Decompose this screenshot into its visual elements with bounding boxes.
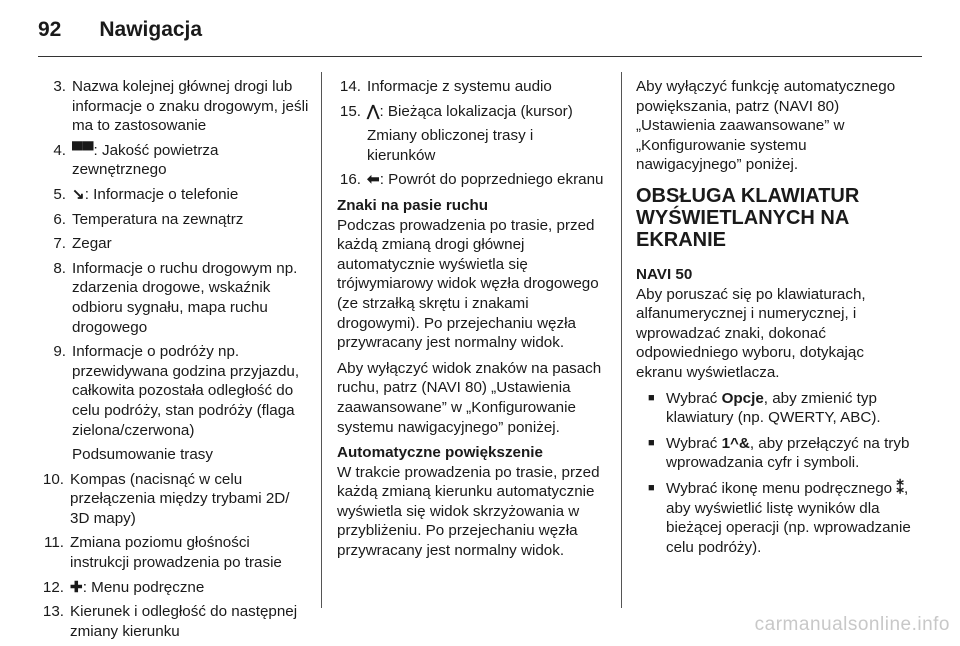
- phone-icon: ↘: [72, 185, 85, 203]
- page-header: [38, 18, 202, 48]
- paragraph: W trakcie prowadzenia po trasie, przed każdą zmianą kierunku automatycznie wyświetla się widok skrzyżowania w przybliżeniu. Po przejechaniu węzła przywracany jest normalny widok.: [337, 463, 600, 560]
- list-item: 5. ↘: Informacje o telefonie: [53, 185, 239, 203]
- list-item-note: Zmiany obliczonej trasy i kierunków: [367, 127, 534, 164]
- column-divider: [321, 72, 322, 608]
- header-rule: [38, 56, 922, 57]
- paragraph: Aby wyłączyć funkcję automatycznego powiększania, patrz (NAVI 80) „Ustawienia zaawansowane” w „Konfigurowanie systemu nawigacyjnego” poniżej.: [636, 78, 896, 174]
- chapter-title: Nawigacja: [99, 18, 203, 41]
- list-item: 9. Informacje o podróży np. przewidywana godzina przyjazdu, całkowita pozostała odległość do celu podróży, stan podróży (flaga zielona/czerwona): [53, 343, 300, 439]
- back-arrow-icon: ⬅: [367, 171, 380, 189]
- column-2: [337, 77, 605, 567]
- paragraph: Aby wyłączyć widok znaków na pasach ruchu, patrz (NAVI 80) „Ustawienia zaawansowane” w „Konfigurowanie systemu nawigacyjnego” poniżej.: [337, 359, 602, 436]
- bullet-item: ■ Wybrać ikonę menu podręcznego ⁑, aby wyświetlić listę wyników dla bieżącej operacji (np. wprowadzanie celu podróży).: [636, 479, 914, 557]
- bullet-item: ■ Wybrać 1^&, aby przełączyć na tryb wprowadzania cyfr i symboli.: [636, 434, 914, 473]
- list-item: 14. Informacje z systemu audio: [339, 78, 552, 95]
- section-heading: OBSŁUGA KLAWIATUR WYŚWIETLANYCH NA EKRANIE: [636, 184, 860, 251]
- section-subheading: Automatyczne powiększenie: [337, 444, 543, 462]
- column-1: [42, 77, 310, 646]
- plus-icon: ✚: [70, 578, 83, 596]
- page-number: 92: [38, 18, 62, 41]
- bullet-icon: ■: [648, 436, 655, 449]
- list-item: 4. ▀▀: Jakość powietrza zewnętrznego: [53, 141, 219, 179]
- list-item: 16. ⬅: Powrót do poprzedniego ekranu: [339, 171, 604, 189]
- column-3: [636, 77, 914, 563]
- list-item: 13. Kierunek i odległość do następnej zmiany kierunku: [42, 603, 298, 640]
- list-item: 10. Kompas (nacisnąć w celu przełączenia między trybami 2D/ 3D mapy): [42, 470, 290, 527]
- list-item: 7. Zegar: [53, 235, 112, 253]
- cursor-icon: ⋀: [367, 102, 380, 120]
- list-item: 6. Temperatura na zewnątrz: [53, 210, 244, 228]
- list-item: 12. ✚: Menu podręczne: [42, 578, 205, 596]
- list-item: 3. Nazwa kolejnej głównej drogi lub informacje o znaku drogowym, jeśli ma to zastosowanie: [53, 78, 309, 135]
- list-item: 15. ⋀: Bieżąca lokalizacja (kursor): [339, 102, 573, 120]
- air-quality-icon: ▀▀: [72, 141, 94, 159]
- list-item: 8. Informacje o ruchu drogowym np. zdarzenia drogowe, wskaźnik odbioru sygnału, mapa ruchu drogowego: [53, 259, 298, 336]
- column-divider: [621, 72, 622, 608]
- list-item: 11. Zmiana poziomu głośności instrukcji prowadzenia po trasie: [44, 534, 282, 572]
- section-subheading: NAVI 50: [636, 265, 693, 283]
- context-menu-icon: ⁑: [896, 479, 904, 497]
- watermark: carmanualsonline.info: [754, 614, 950, 635]
- bullet-icon: ■: [648, 391, 655, 404]
- bullet-icon: ■: [648, 481, 655, 494]
- section-subheading: Znaki na pasie ruchu: [337, 196, 489, 214]
- paragraph: Aby poruszać się po klawiaturach, alfanumerycznej i numerycznej, i wprowadzać znaki, dokonać odpowiedniego wyboru, dotykając ekranu wyświetlacza.: [636, 285, 866, 381]
- paragraph: Podczas prowadzenia po trasie, przed każdą zmianą drogi głównej automatycznie wyświetla się trójwymiarowy widok węzła drogowego (ze strzałką skrętu i znakami drogowymi). Po przejechaniu węzła przywracany jest normalny widok.: [337, 216, 599, 352]
- list-item-note: Podsumowanie trasy: [72, 446, 213, 464]
- bullet-item: ■ Wybrać Opcje, aby zmienić typ klawiatury (np. QWERTY, ABC).: [636, 389, 914, 428]
